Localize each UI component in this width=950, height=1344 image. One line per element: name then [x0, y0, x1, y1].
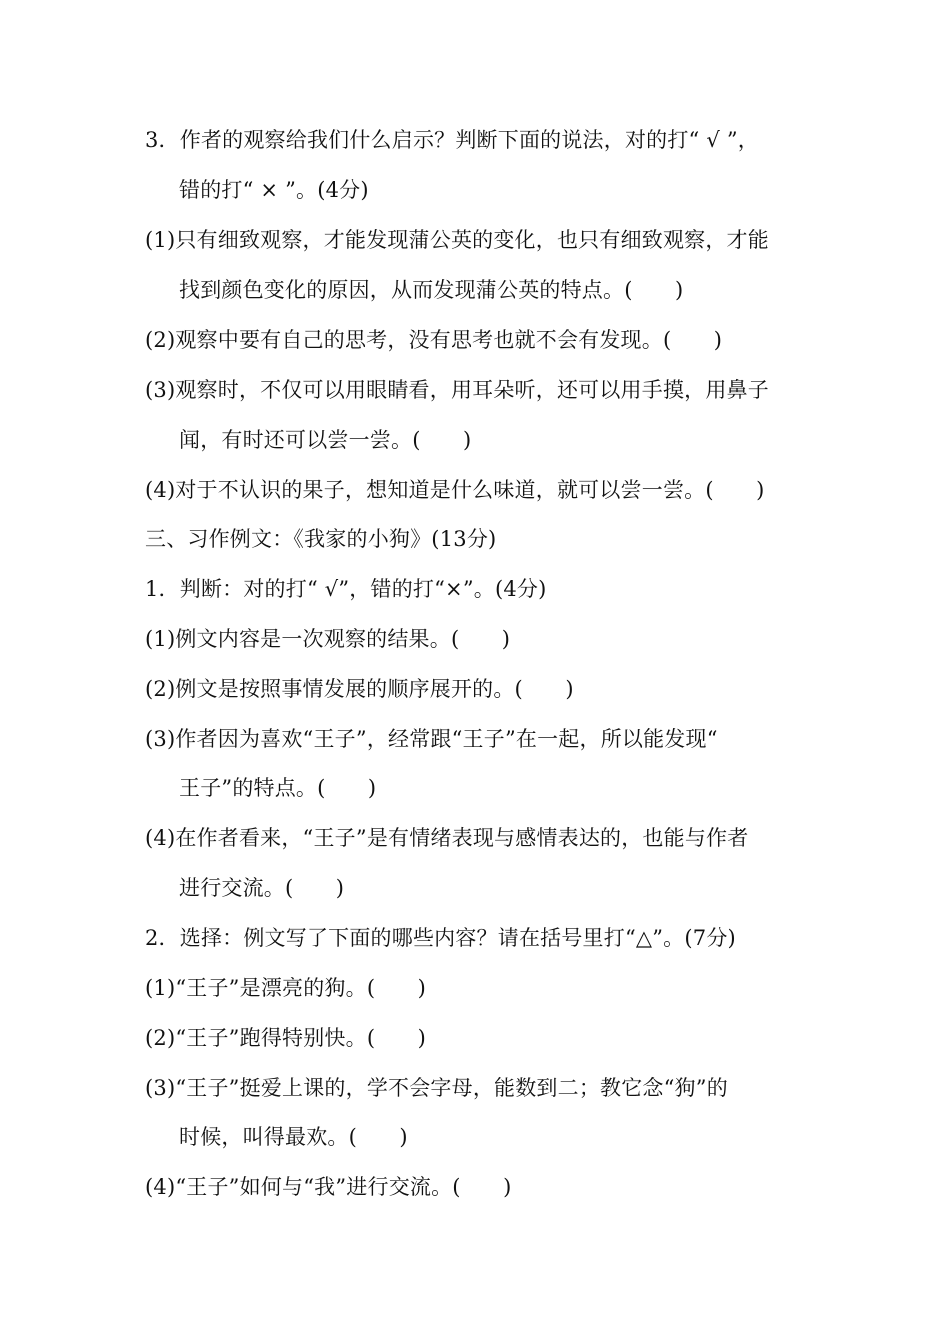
question-1-stem: 1．判断：对的打“ √”，错的打“×”。(4分) [145, 577, 547, 601]
q2-item-3: (3)“王子”挺爱上课的，学不会字母，能数到二；教它念“狗”的 [145, 1076, 728, 1100]
q1-item-3-cont: 王子”的特点。( ) [179, 776, 377, 800]
q2-item-3-cont: 时候，叫得最欢。( ) [179, 1125, 408, 1149]
q3-item-3: (3)观察时，不仅可以用眼睛看，用耳朵听，还可以用手摸，用鼻子 [145, 378, 769, 402]
q1-item-1: (1)例文内容是一次观察的结果。( ) [145, 627, 511, 651]
q3-item-2: (2)观察中要有自己的思考，没有思考也就不会有发现。( ) [145, 328, 723, 352]
section-3-heading: 三、习作例文：《我家的小狗》(13分) [145, 527, 497, 551]
q3-item-3-cont: 闻，有时还可以尝一尝。( ) [179, 428, 472, 452]
question-3-stem: 3．作者的观察给我们什么启示？判断下面的说法，对的打“ √ ”， [145, 128, 759, 152]
question-3-stem-cont: 错的打“ × ”。(4分) [179, 178, 369, 202]
question-2-stem: 2．选择：例文写了下面的哪些内容？请在括号里打“△”。(7分) [145, 926, 736, 950]
q3-item-4: (4)对于不认识的果子，想知道是什么味道，就可以尝一尝。( ) [145, 478, 765, 502]
q1-item-2: (2)例文是按照事情发展的顺序展开的。( ) [145, 677, 574, 701]
q3-item-1: (1)只有细致观察，才能发现蒲公英的变化，也只有细致观察，才能 [145, 228, 769, 252]
q1-item-4-cont: 进行交流。( ) [179, 876, 345, 900]
q2-item-1: (1)“王子”是漂亮的狗。( ) [145, 976, 427, 1000]
q2-item-4: (4)“王子”如何与“我”进行交流。( ) [145, 1175, 512, 1199]
q2-item-2: (2)“王子”跑得特别快。( ) [145, 1026, 427, 1050]
q3-item-1-cont: 找到颜色变化的原因，从而发现蒲公英的特点。( ) [179, 278, 684, 302]
q1-item-4: (4)在作者看来，“王子”是有情绪表现与感情表达的，也能与作者 [145, 826, 749, 850]
q1-item-3: (3)作者因为喜欢“王子”，经常跟“王子”在一起，所以能发现“ [145, 727, 718, 751]
